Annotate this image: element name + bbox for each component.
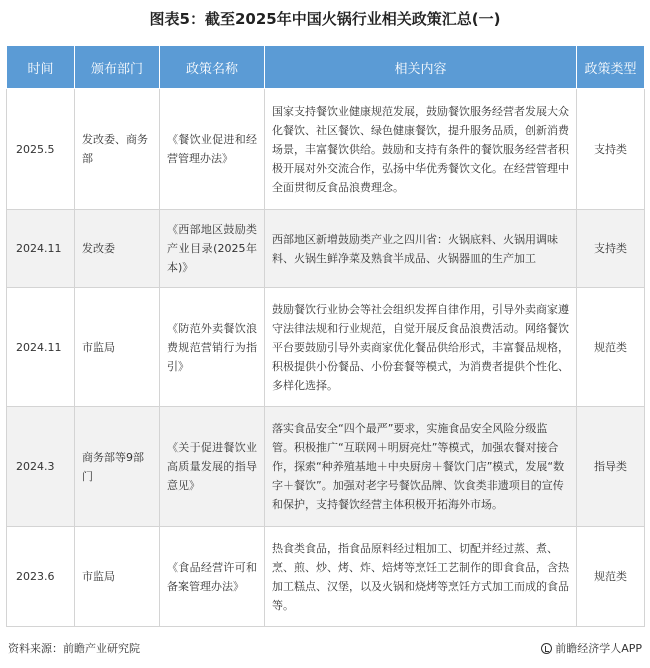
- chart-title: 图表5：截至2025年中国火锅行业相关政策汇总(一): [149, 10, 501, 28]
- policy-name-text: 《餐饮业促进和经营管理办法》: [167, 133, 257, 165]
- cell-dept: 市监局: [75, 527, 160, 627]
- cell-policy-name: [160, 288, 265, 407]
- source-note: 资料来源：前瞻产业研究院: [8, 642, 140, 655]
- cell-content: 落实食品安全“四个最严”要求，实施食品安全风险分级监管。积极推广“互联网＋明厨亮灶”等模式，加强农餐对接合作，探索“种养殖基地＋中央厨房＋餐饮门店”模式，发展“数字＋餐饮”。加强对老字号餐饮品牌、饮食类非遗项目的宣传和保护，支持餐饮经营主体积极开拓海外市场。: [265, 407, 577, 527]
- policy-name-text: 《防范外卖餐饮浪费规范营销行为指引》: [167, 321, 257, 373]
- cell-time: 2025.5: [7, 89, 75, 210]
- cell-policy-name: [160, 407, 265, 527]
- cell-policy-name: [160, 210, 265, 288]
- cell-content: 鼓励餐饮行业协会等社会组织发挥自律作用，引导外卖商家遵守法律法规和行业规范，自觉开展反食品浪费活动。网络餐饮平台要鼓励引导外卖商家优化餐品供给形式，丰富餐品规格，积极提供小份餐品、小份套餐等模式，为消费者提供个性化、多样化选择。: [265, 288, 577, 407]
- header-content: 相关内容: [265, 46, 577, 89]
- table-row: [7, 288, 645, 407]
- table-row: [7, 527, 645, 627]
- cell-policy-name: [160, 527, 265, 627]
- cell-policy-type: 支持类: [577, 210, 645, 288]
- cell-policy-type: 规范类: [577, 288, 645, 407]
- table-row: [7, 407, 645, 527]
- table-row: [7, 210, 645, 288]
- brand-credit: [541, 640, 642, 656]
- header-policy-name: 政策名称: [160, 46, 265, 89]
- table-row: [7, 89, 645, 210]
- header-policy-type: 政策类型: [577, 46, 645, 89]
- header-dept: 颁布部门: [75, 46, 160, 89]
- table-header-row: [7, 46, 645, 89]
- policy-name-text: 《西部地区鼓励类产业目录(2025年本)》: [167, 223, 257, 274]
- policy-table: [6, 45, 645, 627]
- cell-dept: 发改委、商务部: [75, 89, 160, 210]
- header-time: 时间: [7, 46, 75, 89]
- cell-policy-type: 指导类: [577, 407, 645, 527]
- cell-time: 2024.11: [7, 288, 75, 407]
- policy-name-text: 《关于促进餐饮业高质量发展的指导意见》: [167, 441, 257, 492]
- app-logo-icon: [541, 643, 552, 654]
- cell-content: 热食类食品，指食品原料经过粗加工、切配并经过蒸、煮、烹、煎、炒、烤、炸、焙烤等烹饪工艺制作的即食食品，含热加工糕点、汉堡，以及火锅和烧烤等烹饪方式加工而成的食品等。: [265, 527, 577, 627]
- cell-policy-type: 支持类: [577, 89, 645, 210]
- cell-time: 2024.11: [7, 210, 75, 288]
- cell-content: 西部地区新增鼓励类产业之四川省：火锅底料、火锅用调味料、火锅生鲜净菜及熟食半成品、火锅器皿的生产加工: [265, 210, 577, 288]
- cell-dept: 发改委: [75, 210, 160, 288]
- brand-text: 前瞻经济学人APP: [555, 642, 642, 655]
- cell-dept: 市监局: [75, 288, 160, 407]
- cell-policy-name: [160, 89, 265, 210]
- cell-policy-type: 规范类: [577, 527, 645, 627]
- cell-time: 2023.6: [7, 527, 75, 627]
- cell-dept: 商务部等9部门: [75, 407, 160, 527]
- policy-name-text: 《食品经营许可和备案管理办法》: [167, 560, 257, 593]
- policy-table-wrapper: [6, 45, 644, 627]
- cell-time: 2024.3: [7, 407, 75, 527]
- cell-content: 国家支持餐饮业健康规范发展，鼓励餐饮服务经营者发展大众化餐饮、社区餐饮、绿色健康餐饮，提升服务品质，创新消费场景，丰富餐饮供给。鼓励和支持有条件的餐饮服务经营者积极开展对外交流合作，弘扬中华优秀餐饮文化。在经营管理中全面贯彻反食品浪费理念。: [265, 89, 577, 210]
